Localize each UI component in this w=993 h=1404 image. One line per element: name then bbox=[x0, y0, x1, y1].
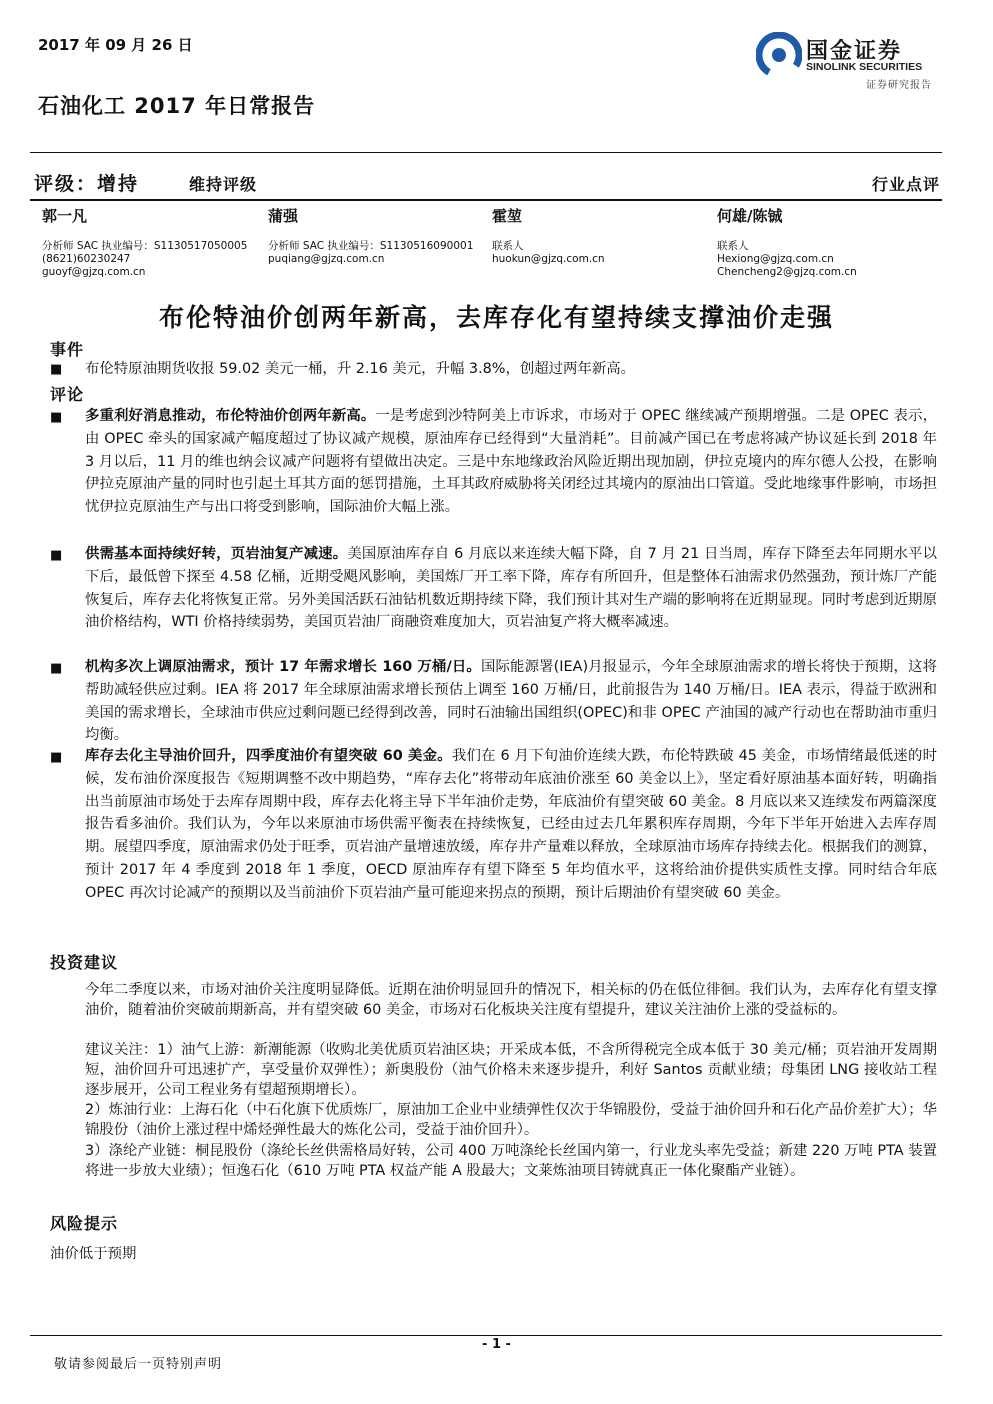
analyst-info-line: (8621)60230247 bbox=[42, 253, 131, 265]
report-date: 2017 年 09 月 26 日 bbox=[38, 36, 193, 54]
analyst-email: Hexiong@gjzq.com.cn bbox=[717, 253, 834, 265]
analyst-name: 蒲强 bbox=[268, 207, 299, 225]
analyst-email: Chencheng2@gjzq.com.cn bbox=[717, 266, 857, 278]
analyst-name: 何雄/陈铖 bbox=[717, 207, 783, 225]
comment-paragraph bbox=[85, 543, 937, 634]
logo-chinese-name: 国金证券 bbox=[806, 39, 903, 64]
advice-paragraph: 今年二季度以来，市场对油价关注度明显降低。近期在油价明显回升的情况下，相关标的仍在低位徘徊。我们认为，去库存化有望支撑油价，随着油价突破前期新高，并有望突破 60 美金，市场对石化板块关注度有望提升，建议关注油价上涨的受益标的。 bbox=[85, 982, 937, 1019]
logo-english-name: SINOLINK SECURITIES bbox=[806, 61, 923, 73]
comment-paragraph bbox=[85, 745, 937, 905]
analyst-block bbox=[42, 207, 248, 279]
analyst-name: 郭一凡 bbox=[42, 207, 88, 225]
section-heading-comment: 评论 bbox=[50, 385, 85, 404]
bullet-icon: ■ bbox=[50, 362, 63, 377]
analyst-email: huokun@gjzq.com.cn bbox=[492, 253, 605, 265]
page-number: - 1 - bbox=[482, 1337, 511, 1352]
analyst-info-line: 联系人 bbox=[492, 240, 524, 252]
analyst-block bbox=[492, 207, 605, 266]
rating-divider bbox=[30, 199, 942, 201]
advice-paragraph: 3）涤纶产业链：桐昆股份（涤纶长丝供需格局好转，公司 400 万吨涤纶长丝国内第一，行业龙头率先受益；新建 220 万吨 PTA 装置将进一步放大业绩）；恒逸石化（610 万吨 PTA 权益产能 A 股最大；文莱炼油项目铸就真正一体化聚酯产业链）。 bbox=[85, 1143, 937, 1180]
comment-lead: 库存去化主导油价回升，四季度油价有望突破 60 美金。 bbox=[85, 748, 452, 764]
header-divider bbox=[30, 152, 942, 153]
logo-mark-icon bbox=[756, 32, 802, 78]
event-text: 布伦特原油期货收报 59.02 美元一桶，升 2.16 美元，升幅 3.8%，创超过两年新高。 bbox=[85, 361, 636, 377]
comment-body: 我们在 6 月下旬油价连续大跌，布伦特跌破 45 美金，市场情绪最低迷的时候，发布油价深度报告《短期调整不改中期趋势，“库存去化”将带动年底油价涨至 60 美金以上》，坚定看好原油基本面好转，明确指出当前原油市场处于去库存周期中段，库存去化将主导下半年油价走势，年底油价有望突破 60 美金。8 月底以来又连续发布两篇深度报告看多油价。我们认为，今年以来原油市场供需平衡表在持续恢复，已经由过去几年累积库存周期，今年下半年开始进入去库存周期。展望四季度，原油需求仍处于旺季，页岩油产量增速放缓，库存井产量难以释放，全球原油市场库存持续去化。根据我们的测算，预计 2017 年 4 季度到 2018 年 1 季度，OECD 原油库存有望下降至 5 年均值水平，这将给油价提供实质性支撑。同时结合年底 OPEC 再次讨论减产的预期以及当前油价下页岩油产量可能迎来拐点的预期，预计后期油价有望突破 60 美金。 bbox=[85, 748, 937, 901]
section-heading-advice: 投资建议 bbox=[50, 953, 119, 972]
comment-paragraph bbox=[85, 656, 937, 747]
analyst-info-line: 联系人 bbox=[717, 240, 749, 252]
bullet-icon: ■ bbox=[50, 410, 63, 425]
disclaimer-note: 敬请参阅最后一页特别声明 bbox=[54, 1357, 223, 1372]
report-series-title: 石油化工 2017 年日常报告 bbox=[38, 94, 316, 118]
analyst-name: 霍堃 bbox=[492, 207, 523, 225]
section-heading-risk: 风险提示 bbox=[50, 1214, 119, 1233]
comment-lead: 多重利好消息推动，布伦特油价创两年新高。 bbox=[85, 408, 376, 424]
analyst-info-line: 分析师 SAC 执业编号：S1130517050005 bbox=[42, 240, 248, 252]
risk-text: 油价低于预期 bbox=[50, 1246, 137, 1262]
comment-body: 美国原油库存自 6 月底以来连续大幅下降，自 7 月 21 日当周，库存下降至去年同期水平以下后，最低曾下探至 4.58 亿桶，近期受飓风影响，美国炼厂开工率下降，库存有所回升，但是整体石油需求仍然强劲，预计炼厂产能恢复后，库存去化将恢复正常。另外美国活跃石油钻机数近期持续下降，我们预计其对生产端的影响将在近期显现。同时考虑到近期原油价格结构，WTI 价格持续弱势，美国页岩油厂商融资难度加大，页岩油复产将大概率减速。 bbox=[85, 546, 937, 631]
bullet-icon: ■ bbox=[50, 548, 63, 563]
comment-paragraph bbox=[85, 405, 937, 519]
analyst-email: guoyf@gjzq.com.cn bbox=[42, 266, 146, 278]
analyst-block bbox=[268, 207, 474, 266]
analyst-email: puqiang@gjzq.com.cn bbox=[268, 253, 385, 265]
bullet-icon: ■ bbox=[50, 750, 63, 765]
rating-label: 评级：增持 bbox=[34, 173, 140, 195]
analyst-block bbox=[717, 207, 857, 279]
footer-divider bbox=[30, 1335, 942, 1336]
rating-action: 维持评级 bbox=[189, 175, 258, 194]
report-type: 行业点评 bbox=[871, 175, 940, 194]
section-heading-event: 事件 bbox=[50, 340, 85, 359]
comment-lead: 机构多次上调原油需求，预计 17 年需求增长 160 万桶/日。 bbox=[85, 659, 481, 675]
bullet-icon: ■ bbox=[50, 661, 63, 676]
company-logo bbox=[756, 32, 946, 90]
logo-subtitle: 证券研究报告 bbox=[866, 80, 932, 91]
comment-lead: 供需基本面持续好转，页岩油复产减速。 bbox=[85, 546, 348, 562]
rating-row bbox=[34, 169, 940, 195]
advice-paragraph: 2）炼油行业：上海石化（中石化旗下优质炼厂，原油加工企业中业绩弹性仅次于华锦股份，受益于油价回升和石化产品价差扩大）；华锦股份（油价上涨过程中烯烃弹性最大的炼化公司，受益于油价回升）。 bbox=[85, 1102, 937, 1139]
headline: 布伦特油价创两年新高，去库存化有望持续支撑油价走强 bbox=[158, 303, 834, 332]
comment-body: 国际能源署(IEA)月报显示，今年全球原油需求的增长将快于预期，这将帮助减轻供应过剩。IEA 将 2017 年全球原油需求增长预估上调至 160 万桶/日，此前报告为 140 万桶/日。IEA 表示，得益于欧洲和美国的需求增长，全球油市供应过剩问题已经得到改善，同时石油输出国组织(OPEC)和非 OPEC 产油国的减产行动也在帮助油市重归均衡。 bbox=[85, 659, 937, 744]
advice-paragraph: 建议关注：1）油气上游：新潮能源（收购北美优质页岩油区块；开采成本低，不含所得税完全成本低于 30 美元/桶；页岩油开发周期短，油价回升可迅速扩产，享受量价双弹性）；新奥股份（油气价格未来逐步提升，利好 Santos 贡献业绩；母集团 LNG 接收站工程逐步展开，公司工程业务有望超预期增长）。 bbox=[85, 1042, 937, 1099]
comment-body: 一是考虑到沙特阿美上市诉求，市场对于 OPEC 继续减产预期增强。二是 OPEC 表示，由 OPEC 牵头的国家减产幅度超过了协议减产规模，原油库存已经得到“大量消耗”。目前减产国已在考虑将减产协议延长到 2018 年 3 月以后，11 月的维也纳会议减产问题将有望做出决定。三是中东地缘政治风险近期出现加剧，伊拉克境内的库尔德人公投，在影响伊拉克原油产量的同时也引起土耳其方面的惩罚措施，土耳其政府威胁将关闭经过其境内的原油出口管道。受此地缘事件影响，市场担忧伊拉克原油生产与出口将受到影响，国际油价大幅上涨。 bbox=[85, 408, 937, 516]
analyst-info-line: 分析师 SAC 执业编号：S1130516090001 bbox=[268, 240, 474, 252]
